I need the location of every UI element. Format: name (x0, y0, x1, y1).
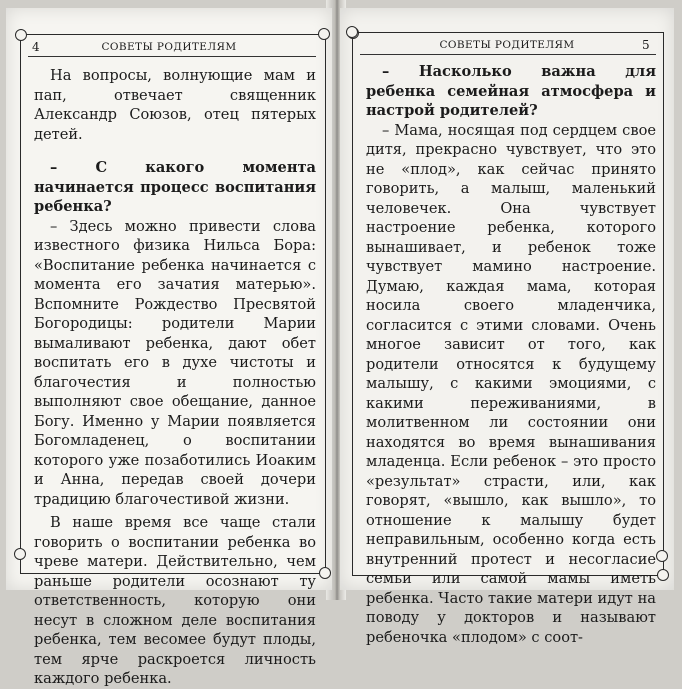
header-rule (360, 54, 656, 55)
running-header (340, 34, 674, 54)
intro-paragraph: На вопросы, волнующие мам и пап, отвечает священник Александр Союзов, отец пятерых детей. (34, 67, 316, 143)
corner-ornament (656, 550, 668, 562)
page-number: 5 (641, 38, 650, 52)
running-header (6, 36, 332, 56)
corner-ornament (14, 548, 26, 560)
page-number: 4 (32, 40, 41, 54)
question-heading: – С какого момента начинается процесс воспитания ребенка? (34, 159, 316, 215)
running-head-title: СОВЕТЫ РОДИТЕЛЯМ (101, 41, 237, 53)
answer-paragraph: – Мама, носящая под сердцем свое дитя, прекрасно чувствует, что это не «плод», как сейчас принято говорить, а малыш, маленький человечек. Она чувствует настроение ребенка, которого вынашивает, и ребенок тоже чувствует мамино настроение. Думаю, каждая мама, которая носила своего младенчика, согласится с этими словами. Очень многое зависит от того, как родители относятся к будущему малышу, с какими эмоциями, с какими переживаниями, в молитвенном ли состоянии они находятся во время вынашивания младенца. Если ребенок – это просто «результат» страсти, или, как говорят, «вышло, как вышло», то отношение к малышу будет неправильным, особенно когда есть внутренний протест и несогласие семьи или самой мамы иметь ребенка. Часто такие матери идут на поводу у докторов и называют ребеночка «плодом» с соот- (366, 121, 656, 646)
running-head-title: СОВЕТЫ РОДИТЕЛЯМ (439, 39, 575, 51)
right-page-body (366, 62, 656, 647)
answer-paragraph: – Здесь можно привести слова известного физика Нильса Бора: «Воспитание ребенка начинается с момента его зачатия матерью». Вспомните Рождество Пресвятой Богородицы: родители Марии вымаливают ребенка, дают обет воспитать его в духе чистоты и благочестия и полностью выполняют свое обещание, данное Богу. Именно у Марии появляется Богомладенец, о воспитании которого уже позаботились Иоаким и Анна, передав своей дочери традицию благочестивой жизни. (34, 217, 316, 508)
left-page (6, 8, 332, 687)
body-paragraph: В наше время все чаще стали говорить о воспитании ребенка во чреве матери. Действительно, чем раньше родители осознают ту ответственность, которую они несут в сложном деле воспитания ребенка, тем весомее будут плоды, тем ярче раскроется личность каждого ребенка. (34, 514, 316, 687)
question-heading: – Насколько важна для ребенка семейная атмосфера и настрой родителей? (366, 63, 656, 119)
left-page-body (34, 66, 316, 689)
header-rule (28, 56, 316, 57)
right-page (340, 8, 674, 646)
